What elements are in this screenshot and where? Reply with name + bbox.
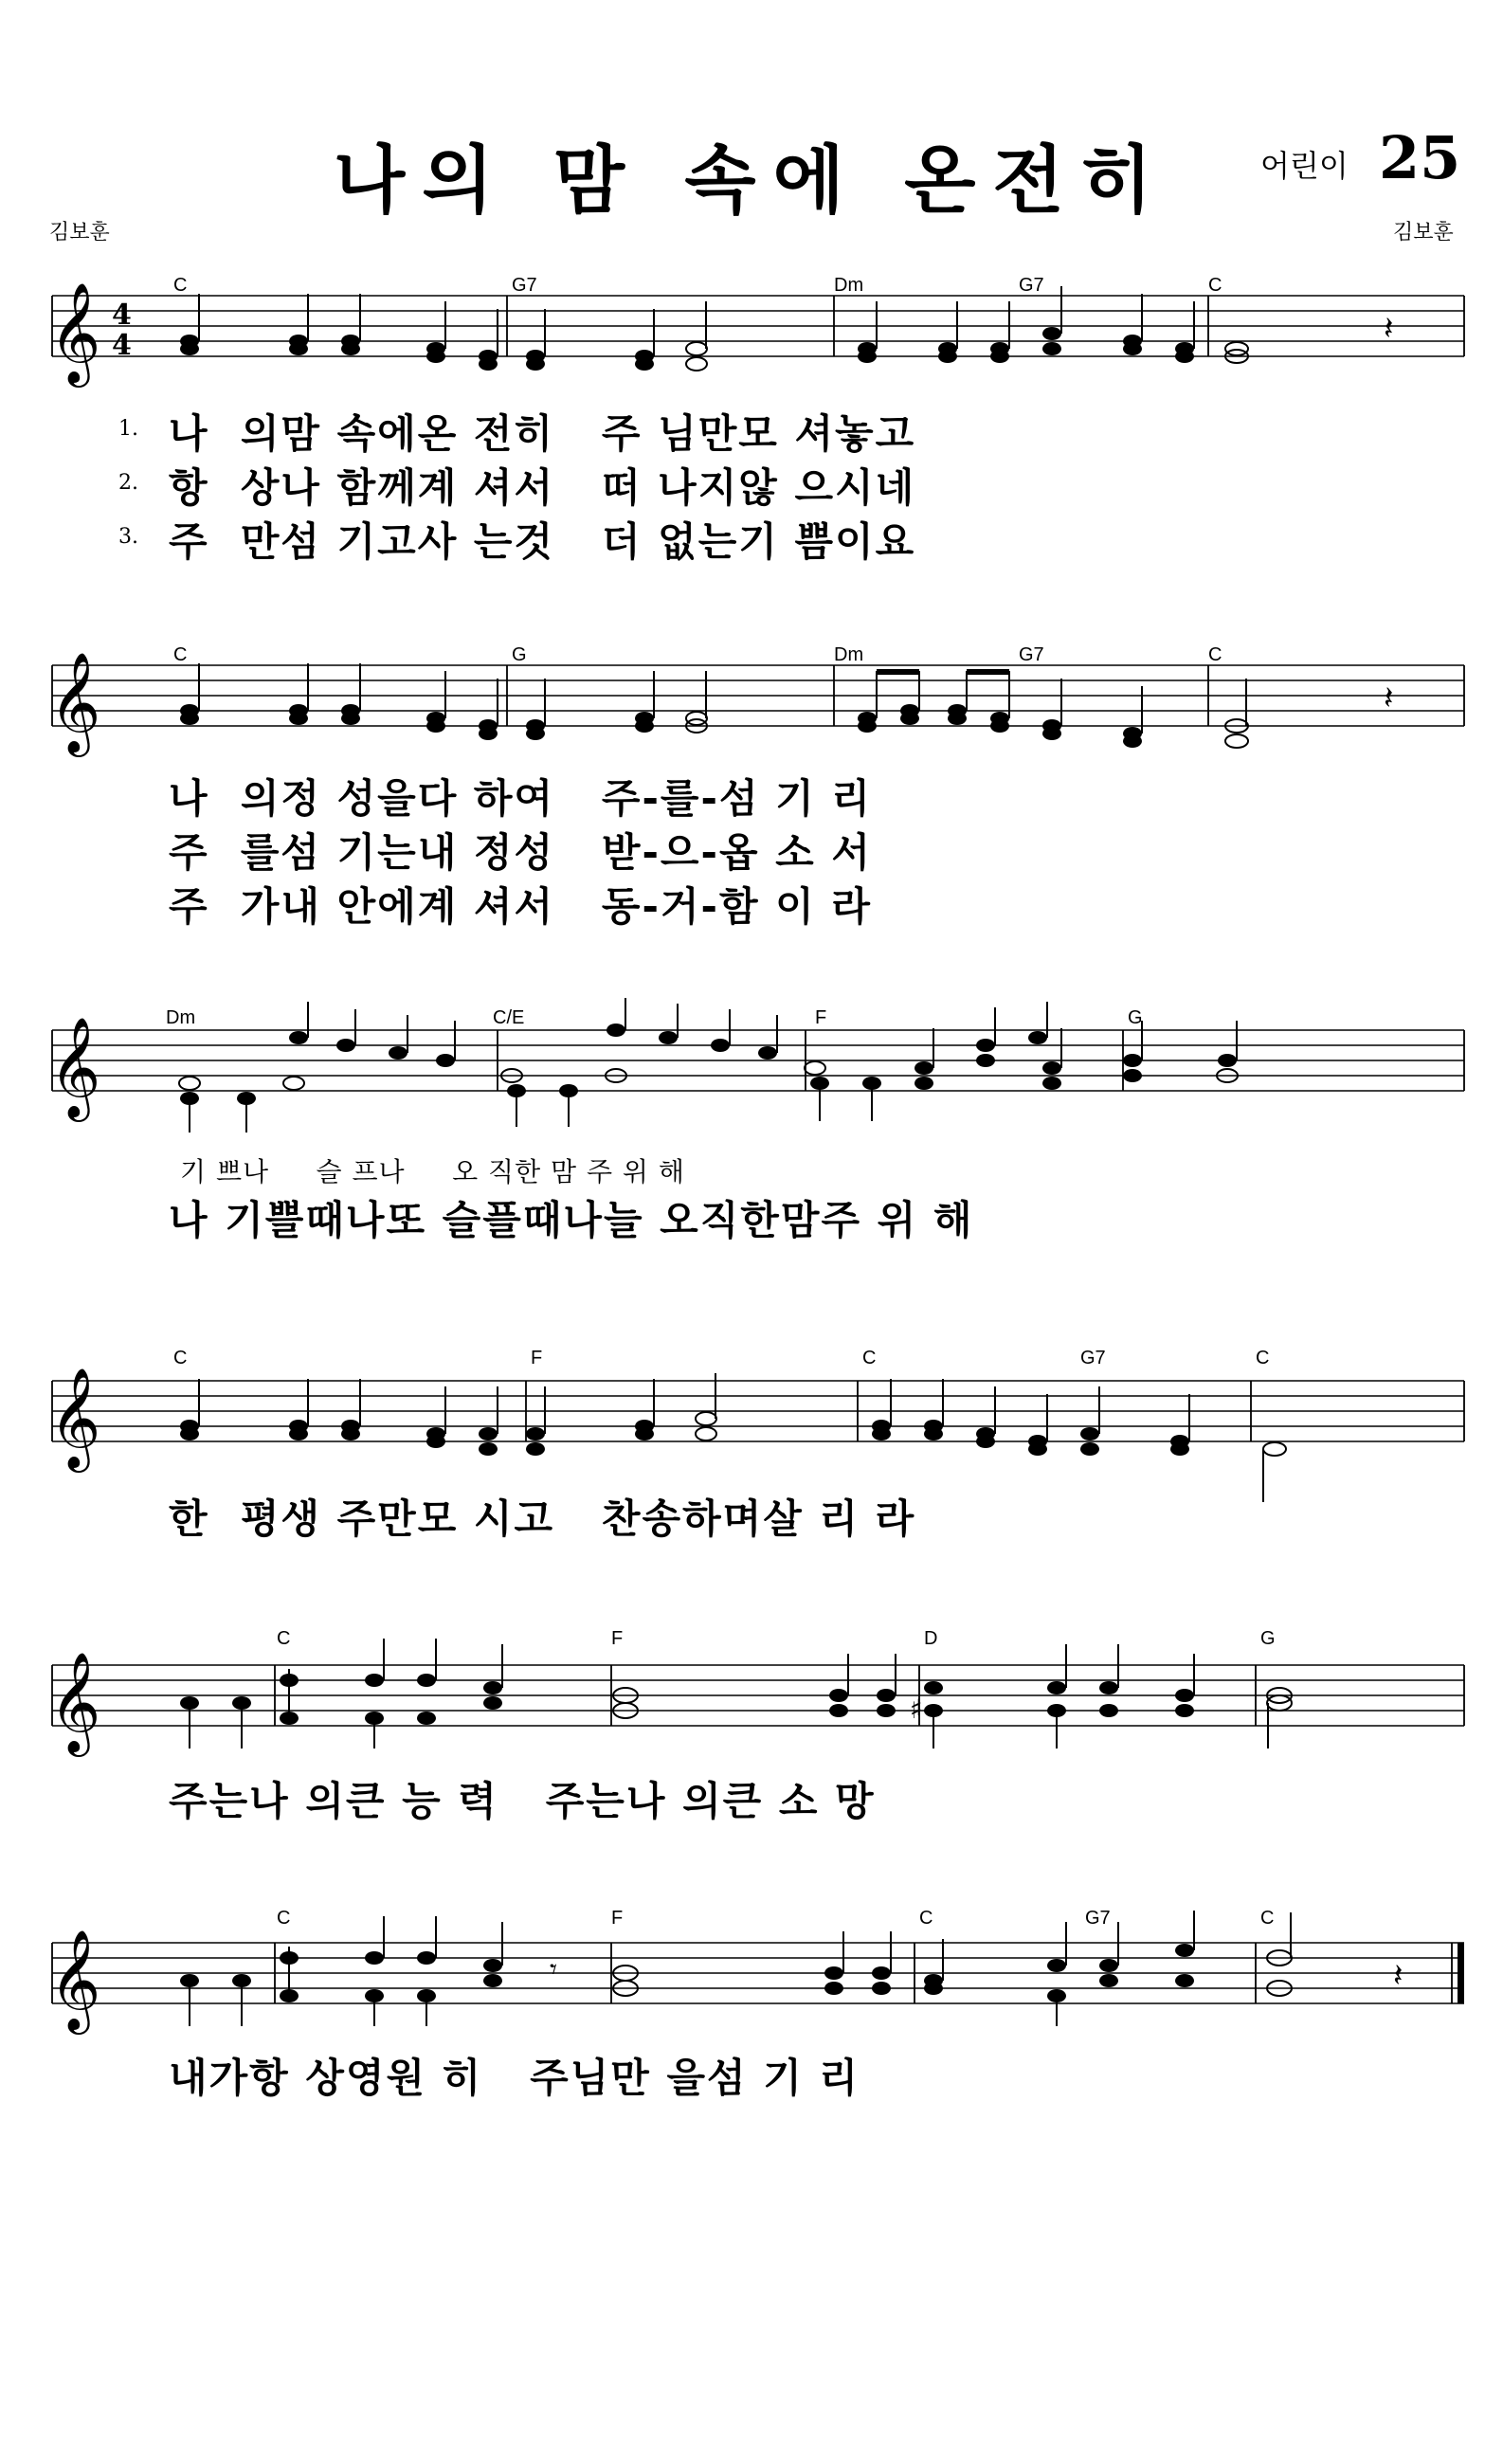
- chord-symbol: F: [815, 1007, 827, 1028]
- chord-symbol: C: [1260, 1908, 1275, 1929]
- lyric-verse-1: 나 의맘 속에온 전히 주 님만모 셔놓고: [169, 410, 916, 457]
- quarter-rest: 𝄽: [1384, 310, 1394, 348]
- staff-system-1: [0, 275, 1503, 408]
- chord-symbol: C: [173, 275, 188, 296]
- treble-clef: 𝄞: [49, 1367, 101, 1468]
- note-stems: [190, 998, 1237, 1132]
- chord-symbol: C/E: [493, 1007, 525, 1028]
- chord-symbol: D: [924, 1628, 938, 1649]
- quarter-rest: 𝄽: [1393, 1957, 1403, 1995]
- chord-symbol: C: [1256, 1348, 1270, 1368]
- chord-symbol: G7: [1085, 1908, 1111, 1929]
- sharp-accidental: ♯: [910, 1694, 923, 1725]
- eighth-rest: 𝄾: [550, 1953, 557, 1986]
- staff-system-6: [0, 1922, 1503, 2064]
- notes: [180, 1674, 1292, 1725]
- time-signature-bottom: 4: [112, 329, 132, 362]
- chord-symbol: C: [277, 1628, 291, 1649]
- chord-symbol: G: [512, 644, 527, 665]
- lyricist-credit: 김보훈: [49, 221, 110, 245]
- treble-clef: 𝄞: [49, 281, 101, 383]
- song-title: 나의 맘 속에 온전히: [333, 138, 1170, 224]
- staff-system-4: [0, 1360, 1503, 1502]
- chord-symbol: C: [1208, 275, 1222, 296]
- hymn-number: 25: [1379, 123, 1461, 192]
- lyric-line-5: 주는나 의큰 능 력 주는나 의큰 소 망: [169, 1778, 876, 1824]
- verse-number: 3.: [118, 525, 138, 549]
- verse-number: 2.: [118, 471, 138, 495]
- quarter-rest: 𝄽: [1384, 679, 1394, 717]
- treble-clef: 𝄞: [49, 1929, 101, 2030]
- lyric-line-6: 내가항 상영원 히 주님만 을섬 기 리: [169, 2055, 860, 2101]
- notes: [180, 1412, 1286, 1456]
- note-stems: [190, 1911, 1291, 2026]
- chord-symbol: C: [919, 1908, 933, 1929]
- lyric-verse-1: 나 의정 성을다 하여 주-를-섬 기 리: [169, 775, 872, 822]
- staff-system-2: [0, 644, 1503, 777]
- chord-symbol: G7: [1080, 1348, 1106, 1368]
- chord-symbol: Dm: [834, 275, 864, 296]
- note-stems: [199, 1373, 1263, 1502]
- chord-symbol: C: [1208, 644, 1222, 665]
- chord-symbol: F: [611, 1908, 624, 1929]
- chord-symbol: F: [531, 1348, 543, 1368]
- lyric-line-4: 한 평생 주만모 시고 찬송하며살 리 라: [169, 1495, 916, 1542]
- chord-symbol: C: [173, 644, 188, 665]
- staff-system-3: [0, 1009, 1503, 1151]
- staff-lines: [52, 1381, 1464, 1441]
- lyric-verse-3: 주 가내 안에계 셔서 동-거-함 이 라: [169, 883, 872, 930]
- chord-symbol: G7: [1019, 275, 1044, 296]
- chord-symbol: C: [277, 1908, 291, 1929]
- chord-symbol: Dm: [166, 1007, 196, 1028]
- treble-clef: 𝄞: [49, 1651, 101, 1752]
- chord-symbol: F: [611, 1628, 624, 1649]
- notes: [179, 1024, 1238, 1105]
- staff-lines: [52, 1943, 1464, 2003]
- lyric-verse-2: 주 를섬 기는내 정성 받-으-옵 소 서: [169, 829, 872, 876]
- staff-lines: [52, 1665, 1464, 1726]
- book-label: 어린이: [1260, 148, 1349, 184]
- chord-symbol: C: [173, 1348, 188, 1368]
- staff-lines: [52, 296, 1464, 356]
- beams: [877, 669, 1009, 675]
- chord-symbol: Dm: [834, 644, 864, 665]
- chord-symbol: G: [1128, 1007, 1143, 1028]
- composer-credit: 김보훈: [1393, 221, 1454, 245]
- chord-symbol: C: [862, 1348, 877, 1368]
- time-signature-top: 4: [112, 299, 132, 332]
- staff-lines: [52, 665, 1464, 726]
- chord-symbol: G: [1260, 1628, 1276, 1649]
- staff-lines: [52, 1030, 1464, 1091]
- chord-symbol: G7: [1019, 644, 1044, 665]
- lyric-verse-3: 주 만섬 기고사 는것 더 없는기 쁨이요: [169, 518, 916, 565]
- lyric-verse-2: 항 상나 함께계 셔서 떠 나지않 으시네: [169, 464, 916, 511]
- treble-clef: 𝄞: [49, 651, 101, 752]
- notes: [180, 327, 1248, 371]
- lyric-alt-line: 기 쁘나 슬 프나 오 직한 맘 주 위 해: [180, 1156, 685, 1187]
- chord-symbol: G7: [512, 275, 537, 296]
- treble-clef: 𝄞: [49, 1016, 101, 1117]
- verse-number: 1.: [118, 417, 138, 441]
- lyric-line-3: 나 기쁠때나또 슬플때나늘 오직한맘주 위 해: [169, 1197, 974, 1243]
- staff-system-5: [0, 1644, 1503, 1786]
